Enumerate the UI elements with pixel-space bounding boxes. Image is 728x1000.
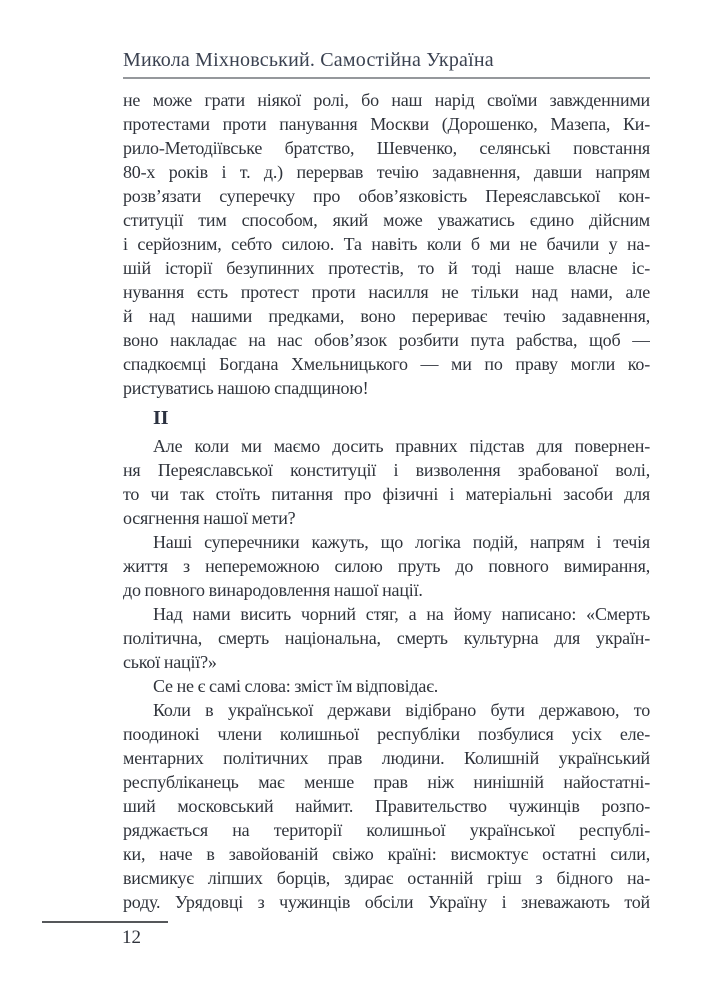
text-line: то чи так стоїть питання про фізичні і матеріальні засоби для	[123, 484, 650, 504]
text-line: життя з непереможною силою пруть до повного вимирання,	[123, 556, 650, 576]
paragraph	[123, 88, 650, 400]
text-line: політична, смерть національна, смерть культурна для україн-	[123, 628, 650, 648]
page-header	[123, 48, 650, 79]
text-line: Коли в української держави відібрано бути державою, то	[153, 700, 650, 720]
text-line: нування єсть протест проти насилля не тільки над нами, але	[123, 282, 650, 302]
text-line: роду. Урядовці з чужинців обсіли Україну і зневажають той	[123, 892, 650, 912]
text-line: й над нашими предками, воно перериває течію задавнення,	[123, 306, 650, 326]
text-line: протестами проти панування Москви (Дорошенко, Мазепа, Ки-	[123, 114, 650, 134]
text-line: шій історії безупинних протестів, то й тоді наше власне іс-	[123, 258, 650, 278]
section-heading: II	[153, 407, 169, 429]
text-line: ристуватись нашою спадщиною!	[123, 378, 369, 398]
paragraph	[123, 434, 650, 530]
running-title: Микола Міхновський. Самостійна Україна	[123, 49, 494, 71]
text-line: 80-х років і т. д.) перервав течію задавнення, давши напрям	[123, 162, 650, 182]
text-line: ня Переяславської конституції і визволення зрабованої волі,	[123, 460, 650, 480]
footer-rule	[42, 921, 168, 923]
text-line: Над нами висить чорний стяг, а на йому написано: «Смерть	[153, 604, 650, 624]
text-line: ки, наче в завойованій свіжо країні: висмоктує остатні сили,	[123, 844, 650, 864]
paragraph	[123, 530, 650, 602]
text-line: ряджається на території колишньої української республі-	[123, 820, 650, 840]
text-line: республіканець має менше прав ніж нинішній найостатні-	[123, 772, 650, 792]
text-line: Але коли ми маємо досить правних підстав для повернен-	[153, 436, 650, 456]
text-line: ської нації?»	[123, 652, 217, 672]
text-line: Наші суперечники кажуть, що логіка подій, напрям і течія	[153, 532, 650, 552]
paragraph	[123, 602, 650, 674]
text-line: ституції тим способом, який може уважатись єдино дійсним	[123, 210, 650, 230]
page-number: 12	[122, 927, 141, 948]
text-line: до повного винародовлення нашої нації.	[123, 580, 423, 600]
text-line: осягнення нашої мети?	[123, 508, 296, 528]
header-rule	[123, 77, 650, 79]
text-line: не може грати ніякої ролі, бо наш нарід своїми завжденними	[123, 90, 650, 110]
paragraph	[123, 674, 650, 698]
text-line: поодинокі члени колишньої республіки позбулися усіх еле-	[123, 724, 650, 744]
text-line: рило-Методіївське братство, Шевченко, селянські повстання	[123, 138, 650, 158]
text-line: Се не є самі слова: зміст їм відповідає.	[153, 676, 439, 696]
text-line: ментарних політичних прав людини. Колишній український	[123, 748, 650, 768]
page-footer	[42, 921, 362, 950]
text-line: і серйозним, себто силою. Та навіть коли б ми не бачили у на-	[123, 234, 650, 254]
text-line: розв’язати суперечку про обов’язковість Переяславської кон-	[123, 186, 650, 206]
text-line: ший московський наймит. Правительство чужинців розпо-	[123, 796, 650, 816]
text-line: воно накладає на нас обов’язок розбити пута рабства, щоб —	[123, 330, 650, 350]
page-body	[123, 88, 650, 914]
text-line: висмикує ліпших борців, здирає останній гріш з бідного на-	[123, 868, 650, 888]
paragraph	[123, 698, 650, 914]
text-line: спадкоємці Богдана Хмельницького — ми по праву могли ко-	[123, 354, 650, 374]
